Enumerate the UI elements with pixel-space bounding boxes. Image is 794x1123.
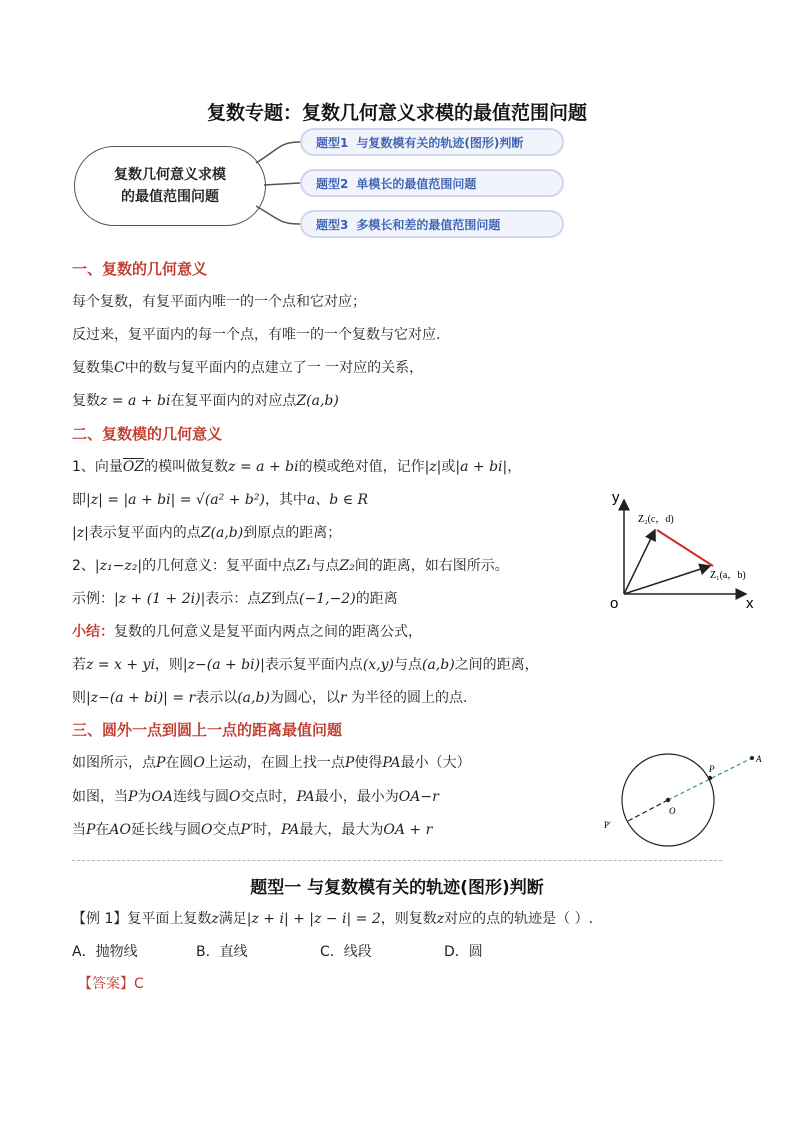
section1-line2: 反过来，复平面内的每一个点，有唯一的一个复数与它对应. (72, 327, 441, 343)
option-c[interactable]: C．线段 (320, 944, 372, 960)
answer-options (72, 941, 568, 961)
p-prime-label: P′ (604, 820, 611, 830)
branch-text: 单模长的最值范围问题 (356, 176, 477, 191)
option-a[interactable]: A．抛物线 (72, 944, 138, 960)
answer (78, 973, 144, 993)
section2-line4: 2、|z₁−z₂|的几何意义：复平面中点Z₁与点Z₂间的距离，如右图所示。 (72, 558, 509, 574)
section3-line2: 如图，当P为OA连线与圆O交点时，PA最小，最小为OA−r (72, 789, 439, 805)
z2-label: Z₂(c，d) (638, 514, 674, 525)
option-d[interactable]: D．圆 (444, 944, 483, 960)
mindmap-branch-3[interactable] (300, 210, 564, 238)
section3-line1: 如图所示，点P在圆O上运动，在圆上找一点P使得PA最小（大） (72, 755, 471, 771)
section3-line3: 当P在AO延长线与圆O交点P′时，PA最大，最大为OA + r (72, 822, 433, 838)
x-label: x (746, 595, 754, 612)
section-divider (72, 860, 722, 861)
section2-line5: 示例：|z + (1 + 2i)|表示：点Z到点(−1,−2)的距离 (72, 591, 398, 607)
section2-summary: 小结：复数的几何意义是复平面内两点之间的距离公式， (72, 624, 422, 640)
section2-line7: 若z = x + yi，则|z−(a + bi)|表示复平面内点(x,y)与点(a,b)之间的距离， (72, 657, 539, 673)
branch-num: 题型3 (316, 217, 349, 232)
branch-text: 与复数模有关的轨迹(图形)判断 (356, 135, 524, 150)
line-op2 (626, 800, 668, 822)
option-b[interactable]: B．直线 (196, 944, 248, 960)
circle-diagram (596, 740, 770, 850)
section3-heading: 三、圆外一点到圆上一点的距离最值问题 (72, 721, 343, 739)
section1-line3: 复数集C中的数与复平面内的点建立了一 一对应的关系， (72, 360, 424, 376)
section1-line1: 每个复数，有复平面内唯一的一个点和它对应； (72, 294, 366, 310)
mindmap-root-line1: 复数几何意义求模 (114, 167, 226, 183)
section2-line1: 1、向量$\overline{OZ}$的模叫做复数z = a + bi的模或绝对值，记作|z|或|a + bi|， (72, 459, 522, 475)
z1-label: Z₁(a，b) (710, 570, 746, 581)
branch-text: 多模长和差的最值范围问题 (356, 217, 501, 232)
branch-num: 题型2 (316, 176, 349, 191)
p-label: P (709, 764, 715, 774)
mindmap-branch-2[interactable] (300, 169, 564, 197)
section1-heading: 一、复数的几何意义 (72, 260, 208, 278)
vector-oz1 (624, 566, 710, 594)
mindmap-branch-1[interactable] (300, 128, 564, 156)
o-label: O (669, 806, 676, 816)
point-a-dot (750, 756, 754, 760)
section2-line3: |z|表示复平面内的点Z(a,b)到原点的距离； (72, 525, 342, 541)
page-title: 复数专题：复数几何意义求模的最值范围问题 (206, 102, 587, 124)
center-dot (666, 798, 670, 802)
vector-diagram (600, 486, 770, 620)
example-question: 【例 1】复平面上复数z满足|z + i| + |z − i| = 2，则复数z对应的点的轨迹是（ ）. (72, 911, 594, 927)
section2-line2: 即|z| = |a + bi| = √(a² + b²)，其中a、b ∈ R (72, 492, 369, 508)
section1-line4: 复数z = a + bi在复平面内的对应点Z(a,b) (72, 393, 339, 409)
origin-label: o (610, 595, 619, 612)
answer-value: C (134, 976, 144, 992)
mindmap-root (74, 146, 266, 226)
vector-oz2 (624, 530, 655, 594)
segment-z1z2 (657, 530, 713, 566)
answer-label: 【答案】 (78, 976, 134, 992)
section2-line8: 则|z−(a + bi)| = r表示以(a,b)为圆心，以r 为半径的圆上的点. (72, 690, 468, 706)
a-label: A (756, 754, 762, 764)
mindmap-root-line2: 的最值范围问题 (121, 189, 219, 205)
type1-title: 题型一 与复数模有关的轨迹(图形)判断 (250, 878, 544, 898)
section2-heading: 二、复数模的几何意义 (72, 425, 223, 443)
y-label: y (612, 489, 620, 506)
point-p-dot (708, 776, 712, 780)
branch-num: 题型1 (316, 135, 349, 150)
